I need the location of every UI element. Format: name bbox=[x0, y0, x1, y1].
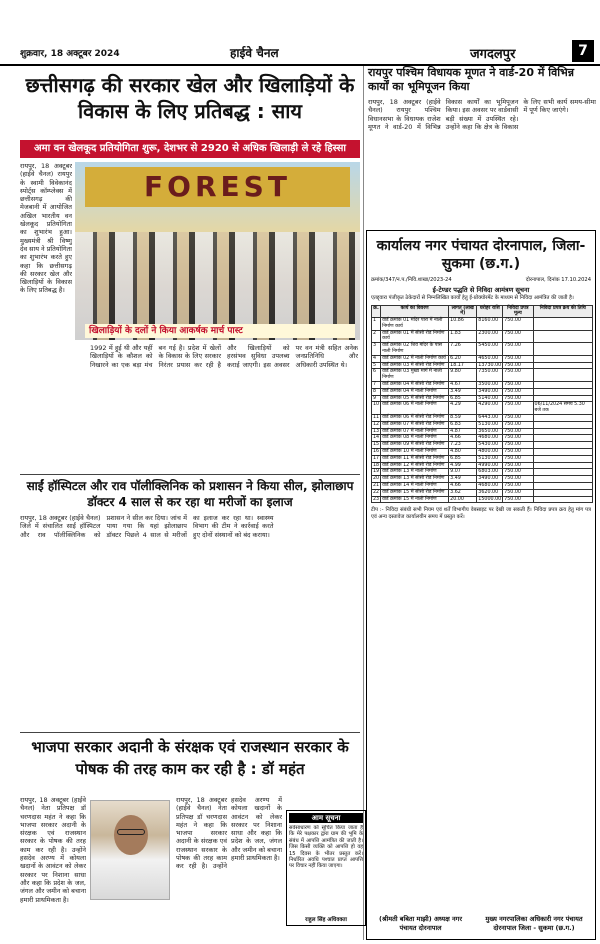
tender-ref: क्रमांक/347/न.प./निवि.शाखा/2023-24 bbox=[371, 277, 452, 283]
story-divider bbox=[20, 732, 360, 733]
table-cell: 13 bbox=[373, 428, 380, 434]
table-row bbox=[372, 455, 593, 462]
table-cell: वार्ड क्रमांक 14 में नाली निर्माण bbox=[381, 483, 449, 490]
table-cell: 5450.00 bbox=[477, 343, 503, 356]
right-body: रायपुर, 18 अक्टूबर (हाईवे चैनल) रायपुर पश्चिम विधानसभा के विधायक राजेश मूणत ने वार्ड-20 में विभिन्न विकास कार्यों का भूमिपूजन किया। इस अवसर पर वार्डवासी बड़ी संख्या में उपस्थित रहे। उन्होंने कहा कि क्षेत्र के विकास के लिए सभी कार्य समय-सीमा में पूर्ण किए जाएंगे। bbox=[368, 98, 596, 131]
right-headline: रायपुर पश्चिम विधायक मूणत ने वार्ड-20 में विभिन्न कार्यों का भूमिपूजन किया bbox=[368, 66, 575, 93]
table-cell: 4650.00 bbox=[477, 355, 503, 362]
third-headline: भाजपा सरकार अदानी के संरक्षक एवं राजस्थान सरकार के पोषक की तरह काम कर रही है : डॉ महंत bbox=[31, 738, 349, 778]
table-cell: 750.00 bbox=[503, 395, 533, 402]
table-row bbox=[372, 355, 593, 362]
table-cell: 750.00 bbox=[503, 449, 533, 456]
purchase-date-cell bbox=[533, 483, 592, 490]
table-cell: 5 bbox=[372, 362, 381, 369]
table-cell: 2 bbox=[372, 330, 381, 343]
story-divider bbox=[20, 474, 360, 475]
column-divider bbox=[363, 66, 364, 940]
tender-office: कार्यालय नगर पंचायत दोरनापाल, जिला-सुकमा (छ.ग.) bbox=[376, 238, 586, 272]
table-cell: वार्ड क्रमांक 12 में सीसी रोड निर्माण bbox=[381, 462, 449, 469]
table-cell: 6.20 bbox=[449, 355, 477, 362]
table-cell: 750.00 bbox=[503, 489, 533, 496]
table-cell: 6.85 bbox=[449, 395, 477, 402]
purchase-date-cell bbox=[533, 330, 592, 343]
table-cell: 8 bbox=[372, 388, 381, 395]
table-cell: 750.00 bbox=[503, 318, 533, 331]
table-cell: 10.86 bbox=[449, 318, 477, 331]
tender-intro: एतद्द्वारा पंजीकृत ठेकेदारों से निम्नलिखित कार्यों हेतु ई-प्रोक्योरमेंट के माध्यम से निविदा आमंत्रित की जाती है। bbox=[371, 295, 574, 301]
table-cell: 750.00 bbox=[503, 496, 533, 503]
table-cell: 4290.00 bbox=[477, 402, 503, 415]
second-body: रायपुर, 18 अक्टूबर (हाईवे चैनल) जिले में संचालित साईं हॉस्पिटल और राव पॉलीक्लिनिक को प्रशासन ने सील कर दिया। जांच में पाया गया कि यहां झोलाछाप डॉक्टर पिछले 4 साल से मरीजों का इलाज कर रहा था। स्वास्थ्य विभाग की टीम ने कार्रवाई करते हुए दोनों संस्थानों को बंद कराया। bbox=[20, 514, 274, 539]
table-cell: 22 bbox=[373, 489, 380, 495]
table-cell: 3490.00 bbox=[477, 388, 503, 395]
table-row bbox=[372, 362, 593, 369]
table-cell: 750.00 bbox=[503, 355, 533, 362]
table-cell: 21 bbox=[373, 483, 380, 489]
table-cell: 15000.00 bbox=[478, 496, 502, 502]
photo-banner: FOREST bbox=[85, 167, 350, 207]
purchase-date-cell bbox=[533, 382, 592, 389]
second-headline: साईं हॉस्पिटल और राव पॉलीक्लिनिक को प्रशासन ने किया सील, झोलाछाप डॉक्टर 4 साल से कर रहा था मरीजों का इलाज bbox=[26, 479, 354, 509]
table-cell: 6443.00 bbox=[477, 415, 503, 422]
tender-date: दोरनापाल, दिनांक 17.10.2024 bbox=[525, 277, 591, 283]
table-cell: 5140.00 bbox=[477, 395, 503, 402]
table-cell: 4.29 bbox=[449, 402, 477, 415]
table-cell: वार्ड क्रमांक 15 में सीसी रोड निर्माण bbox=[381, 489, 449, 496]
purchase-date-cell bbox=[533, 435, 592, 442]
lead-body-left: रायपुर, 18 अक्टूबर (हाईवे चैनल) रायपुर के स्वामी विवेकानंद स्पोर्ट्स कॉम्प्लेक्स में छत्तीसगढ़ की मेजबानी में आयोजित अखिल भारतीय वन खेलकूद प्रतियोगिता का शुभारंभ हुआ। मुख्यमंत्री श्री विष्णु देव साय ने प्रतियोगिता का शुभारंभ करते हुए कहा कि छत्तीसगढ़ की सरकार खेल और खिलाड़ियों के विकास के लिए प्रतिबद्ध है। bbox=[20, 162, 72, 295]
tender-col-header: क्र. bbox=[372, 305, 381, 318]
table-cell: 7.23 bbox=[449, 442, 477, 449]
tender-col-header: निविदा प्रपत्र क्रय की तिथि bbox=[533, 305, 592, 318]
purchase-date-cell bbox=[533, 318, 592, 331]
table-cell: 750.00 bbox=[503, 330, 533, 343]
table-cell: वार्ड क्रमांक 10 में नाली निर्माण bbox=[381, 449, 449, 456]
table-cell: 18.17 bbox=[449, 362, 477, 369]
table-cell: 4680.00 bbox=[477, 483, 503, 490]
table-row bbox=[372, 382, 593, 389]
table-row bbox=[372, 388, 593, 395]
table-row bbox=[372, 402, 593, 415]
table-cell: 23 bbox=[373, 496, 380, 502]
table-cell: 3490.00 bbox=[477, 476, 503, 483]
table-cell: 9.80 bbox=[449, 369, 477, 382]
table-cell: 6.85 bbox=[449, 455, 477, 462]
tender-notice bbox=[366, 230, 596, 940]
table-row bbox=[372, 395, 593, 402]
page-number: 7 bbox=[572, 40, 594, 62]
edition-city: जगदलपुर bbox=[470, 47, 516, 62]
table-cell: वार्ड क्रमांक 04 में नाली निर्माण bbox=[381, 388, 449, 395]
table-cell: 9 bbox=[372, 395, 381, 402]
table-cell: 750.00 bbox=[503, 415, 533, 422]
table-cell: 16 bbox=[373, 449, 380, 455]
lead-headline: छत्तीसगढ़ की सरकार खेल और खिलाड़ियों के विकास के लिए प्रतिबद्ध : साय bbox=[25, 73, 355, 123]
table-cell: वार्ड क्रमांक 05 में सीसी रोड निर्माण bbox=[381, 395, 449, 402]
table-cell: 750.00 bbox=[503, 369, 533, 382]
table-cell: 3.49 bbox=[449, 388, 477, 395]
table-cell: 3620.00 bbox=[477, 489, 503, 496]
third-body: रायपुर, 18 अक्टूबर (हाईवे चैनल) नेता प्रतिपक्ष डॉ चरणदास महंत ने कहा कि भाजपा सरकार अदानी के संरक्षक एवं राजस्थान सरकार के पोषक की तरह काम कर रही है। उन्होंने हसदेव अरण्य में कोयला खदानों के आवंटन को लेकर सरकार पर निशाना साधा और कहा कि प्रदेश के जल, जंगल और जमीन को बचाना हमारी प्राथमिकता है। bbox=[20, 796, 86, 904]
purchase-date-cell bbox=[533, 355, 592, 362]
table-cell: 8.59 bbox=[449, 415, 477, 422]
table-cell: वार्ड क्रमांक 07 में नाली निर्माण bbox=[381, 428, 449, 435]
table-cell: वार्ड क्रमांक 01 में सीसी रोड निर्माण कार्य bbox=[381, 330, 449, 343]
third-body-continued: रायपुर, 18 अक्टूबर (हाईवे चैनल) नेता प्रतिपक्ष डॉ चरणदास महंत ने कहा कि भाजपा सरकार अदानी के संरक्षक एवं राजस्थान सरकार के पोषक की तरह काम कर रही है। उन्होंने हसदेव अरण्य में कोयला खदानों के आवंटन को लेकर सरकार पर निशाना साधा और कहा कि प्रदेश के जल, जंगल और जमीन को बचाना हमारी प्राथमिकता है। bbox=[176, 796, 282, 871]
table-row bbox=[372, 330, 593, 343]
table-cell: वार्ड क्रमांक 11 में सीसी रोड निर्माण bbox=[381, 455, 449, 462]
photo-caption: खिलाड़ियों के दलों ने किया आकर्षक मार्च पास्ट bbox=[85, 324, 355, 338]
table-cell: वार्ड क्रमांक 08 में नाली निर्माण bbox=[381, 435, 449, 442]
table-cell: 3.62 bbox=[449, 489, 477, 496]
table-cell: 5130.00 bbox=[477, 455, 503, 462]
table-cell: 9.07 bbox=[449, 469, 477, 476]
table-cell: 750.00 bbox=[503, 469, 533, 476]
table-row bbox=[372, 449, 593, 456]
table-cell: 4680.00 bbox=[477, 435, 503, 442]
table-cell: वार्ड क्रमांक 07 में सीसी रोड निर्माण bbox=[381, 421, 449, 428]
purchase-date-cell: 06/11/2024 समय 5.30 बजे तक bbox=[533, 402, 592, 415]
lead-photo bbox=[75, 162, 360, 340]
table-row bbox=[372, 318, 593, 331]
table-cell: 6.83 bbox=[449, 421, 477, 428]
table-cell: 750.00 bbox=[503, 421, 533, 428]
purchase-date-cell bbox=[533, 462, 592, 469]
table-cell: 4990.00 bbox=[477, 462, 503, 469]
table-cell: 18 bbox=[373, 462, 380, 468]
table-cell: 750.00 bbox=[503, 435, 533, 442]
table-cell: 5130.00 bbox=[477, 421, 503, 428]
purchase-date-cell bbox=[533, 442, 592, 449]
public-notice-box bbox=[286, 810, 366, 926]
table-cell: वार्ड क्रमांक 01 मंदिर पारा में नाली निर्माण कार्य bbox=[381, 318, 449, 331]
table-cell: 11 bbox=[373, 415, 380, 421]
purchase-date-cell bbox=[533, 421, 592, 428]
table-cell: 750.00 bbox=[503, 428, 533, 435]
table-cell: 15 bbox=[373, 442, 380, 448]
tender-footnote: टीप :- निविदा संबंधी सभी नियम एवं शर्तें विभागीय वेबसाइट पर देखी जा सकती हैं। निविदा प्रपत्र क्रय हेतु मांग पत्र एवं अन्य दस्तावेज कार्यालयीन समय में प्रस्तुत करें। bbox=[371, 507, 591, 520]
table-cell: 8160.00 bbox=[477, 318, 503, 331]
table-cell: वार्ड क्रमांक 06 में नाली निर्माण bbox=[381, 402, 449, 415]
table-cell: 3 bbox=[372, 343, 381, 356]
purchase-date-cell bbox=[533, 395, 592, 402]
lead-body-bottom: 1992 में हुई थी और यहीं खिलाड़ियों के कौशल को निखारने का एक बड़ा मंच बन गई है। प्रदेश में खेलों के विकास के लिए सरकार निरंतर प्रयास कर रही है और खिलाड़ियों को हरसंभव सुविधा उपलब्ध कराई जाएगी। इस अवसर पर वन मंत्री सहित अनेक जनप्रतिनिधि और अधिकारी उपस्थित थे। bbox=[90, 344, 358, 369]
table-cell: 4.66 bbox=[449, 483, 477, 490]
table-cell: 750.00 bbox=[503, 402, 533, 415]
tender-col-header: धरोहर राशि bbox=[477, 305, 503, 318]
table-row bbox=[372, 343, 593, 356]
notice-body: सर्वसाधारण को सूचित किया जाता है कि मेरे पक्षकार द्वारा ग्राम की भूमि के संबंध में आपत्ति आमंत्रित की जाती है। जिस किसी व्यक्ति को आपत्ति हो वह 15 दिवस के भीतर प्रस्तुत करें। निर्धारित अवधि पश्चात प्राप्त आपत्ति पर विचार नहीं किया जाएगा। bbox=[289, 825, 363, 870]
third-headline-box bbox=[20, 736, 360, 792]
table-row bbox=[372, 496, 593, 503]
table-row bbox=[372, 483, 593, 490]
table-cell: 13730.00 bbox=[478, 362, 502, 368]
table-cell: 20.00 bbox=[449, 496, 477, 503]
table-cell: 1 bbox=[372, 318, 381, 331]
table-row bbox=[372, 415, 593, 422]
tender-signatures bbox=[367, 915, 595, 933]
table-cell: 4.99 bbox=[449, 462, 477, 469]
tender-col-header: कार्य का विवरण bbox=[381, 305, 449, 318]
table-cell: 7350.00 bbox=[477, 369, 503, 382]
tender-col-header: निविदा प्रपत्र मूल्य bbox=[503, 305, 533, 318]
table-cell: 750.00 bbox=[503, 343, 533, 356]
table-cell: 17 bbox=[373, 455, 380, 461]
table-cell: 7 bbox=[372, 382, 381, 389]
purchase-date-cell bbox=[533, 388, 592, 395]
purchase-date-cell bbox=[533, 449, 592, 456]
table-cell: 750.00 bbox=[503, 442, 533, 449]
table-cell: 750.00 bbox=[503, 462, 533, 469]
table-cell: वार्ड क्रमांक 06 में सीसी रोड निर्माण bbox=[381, 415, 449, 422]
table-cell: 750.00 bbox=[503, 388, 533, 395]
paper-name: हाईवे चैनल bbox=[230, 46, 279, 60]
table-cell: 6803.00 bbox=[477, 469, 503, 476]
issue-date: शुक्रवार, 18 अक्टूबर 2024 bbox=[20, 49, 120, 59]
table-cell: 2300.00 bbox=[477, 330, 503, 343]
table-cell: 19 bbox=[373, 469, 380, 475]
table-cell: वार्ड क्रमांक 02 में नाली निर्माण कार्य bbox=[381, 355, 449, 362]
table-cell: वार्ड क्रमांक 03 मुख्य मार्ग में नाली निर्माण bbox=[381, 369, 449, 382]
purchase-date-cell bbox=[533, 362, 592, 369]
table-row bbox=[372, 476, 593, 483]
president-signature: (श्रीमती बबिता माझी) अध्यक्ष नगर पंचायत दोरनापाल bbox=[379, 915, 462, 932]
purchase-date-cell bbox=[533, 428, 592, 435]
table-cell: 750.00 bbox=[503, 455, 533, 462]
table-row bbox=[372, 442, 593, 449]
table-cell: 4.87 bbox=[449, 428, 477, 435]
portrait-glasses bbox=[117, 829, 145, 835]
table-cell: 5430.00 bbox=[477, 442, 503, 449]
table-cell: वार्ड क्रमांक 09 में सीसी रोड निर्माण bbox=[381, 442, 449, 449]
tender-table-body bbox=[372, 318, 593, 503]
table-cell: 3500.00 bbox=[477, 382, 503, 389]
table-cell: 14 bbox=[373, 435, 380, 441]
purchase-date-cell bbox=[533, 455, 592, 462]
table-row bbox=[372, 421, 593, 428]
table-cell: 750.00 bbox=[503, 476, 533, 483]
table-cell: 750.00 bbox=[503, 483, 533, 490]
table-cell: वार्ड क्रमांक 13 में सीसी रोड निर्माण bbox=[381, 476, 449, 483]
table-row bbox=[372, 469, 593, 476]
politician-portrait bbox=[90, 800, 170, 900]
table-cell: 6 bbox=[372, 369, 381, 382]
table-cell: 4.67 bbox=[449, 382, 477, 389]
table-row bbox=[372, 435, 593, 442]
notice-signature: राहुल सिंह अधिवक्ता bbox=[305, 917, 347, 923]
table-row bbox=[372, 489, 593, 496]
purchase-date-cell bbox=[533, 369, 592, 382]
tender-table-header bbox=[372, 305, 593, 318]
table-cell: 4 bbox=[372, 355, 381, 362]
table-cell: 4800.00 bbox=[477, 449, 503, 456]
tender-table bbox=[371, 305, 593, 504]
cmo-signature: मुख्य नगरपालिका अधिकारी नगर पंचायत दोरनापाल जिला - सुकमा (छ.ग.) bbox=[485, 915, 583, 932]
table-cell: वार्ड क्रमांक 13 में नाली निर्माण bbox=[381, 469, 449, 476]
table-cell: 4.80 bbox=[449, 449, 477, 456]
table-cell: 3650.00 bbox=[477, 428, 503, 435]
tender-col-header: लागत (लाख में) bbox=[449, 305, 477, 318]
notice-title: आम सूचना bbox=[289, 813, 363, 823]
table-row bbox=[372, 462, 593, 469]
table-row bbox=[372, 369, 593, 382]
table-cell: वार्ड क्रमांक 15 में नाली निर्माण bbox=[381, 496, 449, 503]
table-cell: 20 bbox=[373, 476, 380, 482]
table-cell: 12 bbox=[373, 421, 380, 427]
lead-strap: अमा वन खेलकूद प्रतियोगिता शुरू, देशभर से 2920 से अधिक खिलाड़ी ले रहे हिस्सा bbox=[20, 140, 360, 158]
tender-subtitle: ई-टेण्डर पद्धति से निविदा आमंत्रण सूचना bbox=[432, 286, 530, 294]
tender-meta bbox=[367, 273, 595, 285]
purchase-date-cell bbox=[533, 476, 592, 483]
table-cell: वार्ड क्रमांक 02 शिव मंदिर के पास नाली निर्माण bbox=[381, 343, 449, 356]
table-row bbox=[372, 428, 593, 435]
purchase-date-cell bbox=[533, 343, 592, 356]
table-cell: वार्ड क्रमांक 04 में सीसी रोड निर्माण bbox=[381, 382, 449, 389]
purchase-date-cell bbox=[533, 415, 592, 422]
table-cell: 1.83 bbox=[449, 330, 477, 343]
table-cell: 750.00 bbox=[503, 362, 533, 369]
purchase-date-cell bbox=[533, 496, 592, 503]
purchase-date-cell bbox=[533, 489, 592, 496]
table-cell: 10 bbox=[372, 402, 381, 415]
purchase-date-cell bbox=[533, 469, 592, 476]
table-cell: 750.00 bbox=[503, 382, 533, 389]
table-cell: 4.66 bbox=[449, 435, 477, 442]
table-cell: 7.26 bbox=[449, 343, 477, 356]
table-cell: वार्ड क्रमांक 03 में सीसी रोड निर्माण bbox=[381, 362, 449, 369]
page-header bbox=[0, 0, 600, 66]
portrait-face bbox=[114, 815, 148, 855]
table-cell: 3.49 bbox=[449, 476, 477, 483]
